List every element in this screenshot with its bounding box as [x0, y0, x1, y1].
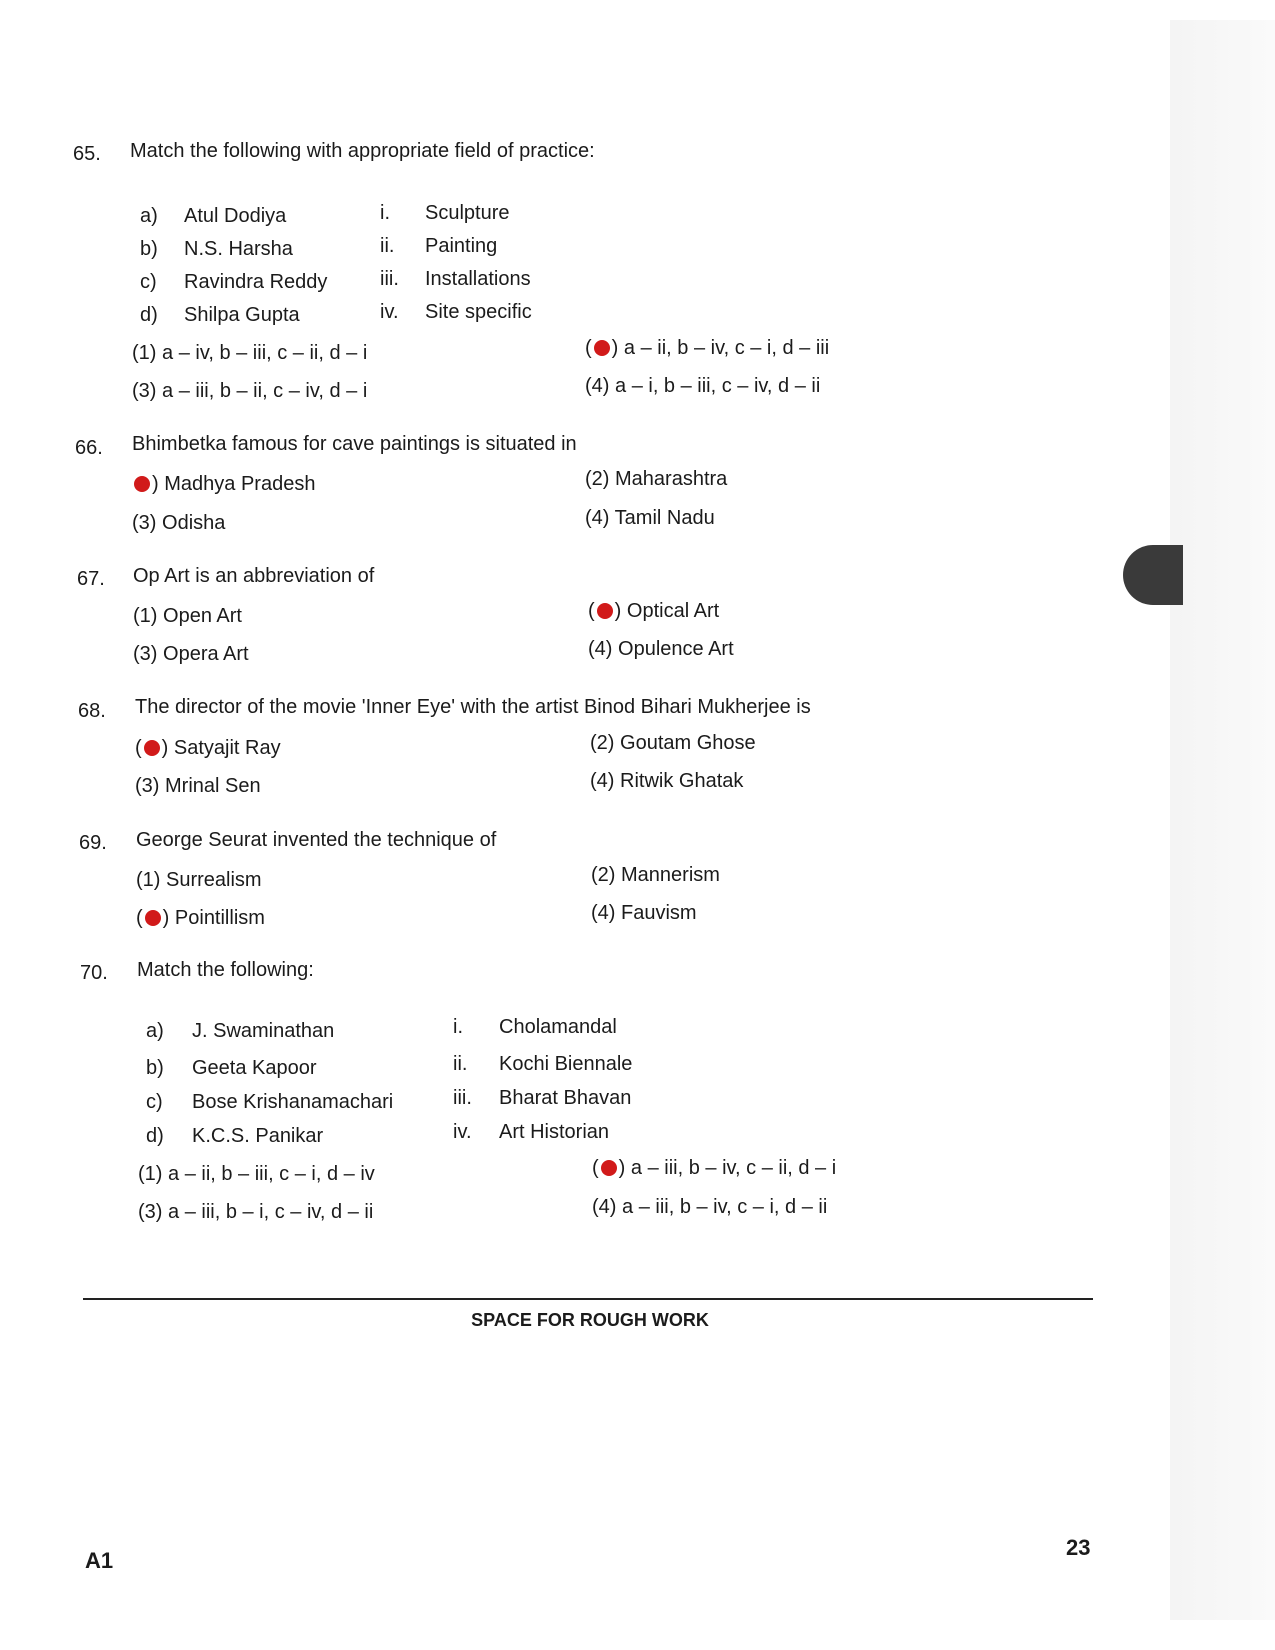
question-number: 65. [73, 143, 101, 165]
match-value: K.C.S. Panikar [192, 1125, 324, 1147]
option-number: (3) [133, 643, 158, 665]
set-code: A1 [85, 1548, 114, 1573]
match-value: Installations [425, 268, 531, 290]
match-value: Art Historian [499, 1121, 610, 1143]
option-text: Mrinal Sen [165, 775, 261, 797]
option-text: a – iii, b – iv, c – ii, d – i [630, 1157, 837, 1179]
marked-answer-icon [601, 1160, 617, 1176]
option-number: (4) [590, 770, 615, 792]
match-value: Kochi Biennale [499, 1053, 633, 1075]
option-number: (2) [591, 864, 616, 886]
divider-line [83, 1298, 1093, 1300]
marked-answer-icon [594, 340, 610, 356]
option-text: Madhya Pradesh [164, 473, 316, 495]
option-number: (3) [135, 775, 160, 797]
option-text: a – ii, b – iii, c – i, d – iv [168, 1163, 375, 1185]
section-tab-marker [1123, 545, 1183, 605]
page-edge-shadow [1170, 20, 1275, 1620]
question-text: George Seurat invented the technique of [136, 829, 497, 851]
option-4[interactable] [590, 770, 743, 793]
question-text: Op Art is an abbreviation of [133, 565, 375, 587]
option-3[interactable] [132, 380, 367, 403]
option-3[interactable] [138, 1201, 373, 1224]
option-number: (4) [585, 507, 610, 529]
match-value: Ravindra Reddy [184, 271, 328, 293]
match-key: ii. [380, 235, 395, 257]
match-key: b) [140, 238, 158, 260]
option-3[interactable] [132, 512, 225, 535]
match-key: i. [380, 202, 390, 224]
option-number: (1) [132, 342, 157, 364]
option-1-marked[interactable]: ) Madhya Pradesh [132, 473, 315, 496]
match-value: N.S. Harsha [184, 238, 293, 260]
option-4[interactable] [591, 902, 697, 925]
match-key: i. [453, 1016, 463, 1038]
match-key: c) [146, 1091, 163, 1113]
marked-answer-icon [145, 910, 161, 926]
match-key: a) [140, 205, 158, 227]
match-key: d) [146, 1125, 164, 1147]
option-text: Goutam Ghose [620, 732, 756, 754]
match-value: Painting [425, 235, 498, 257]
marked-answer-icon [134, 476, 150, 492]
match-value: Site specific [425, 301, 532, 323]
option-text: a – i, b – iii, c – iv, d – ii [615, 375, 821, 397]
option-text: Mannerism [621, 864, 720, 886]
option-text: Opera Art [163, 643, 249, 665]
match-key: a) [146, 1020, 164, 1042]
option-1[interactable] [138, 1163, 375, 1186]
match-key: d) [140, 304, 158, 326]
match-key: iv. [453, 1121, 472, 1143]
option-2[interactable] [585, 468, 727, 491]
match-key: iv. [380, 301, 399, 323]
match-value: Atul Dodiya [184, 205, 287, 227]
match-value: Sculpture [425, 202, 510, 224]
option-4[interactable] [585, 507, 715, 530]
option-1[interactable] [133, 605, 242, 628]
option-number: (2) [590, 732, 615, 754]
option-1[interactable] [132, 342, 367, 365]
option-2[interactable] [591, 864, 720, 887]
match-key: b) [146, 1057, 164, 1079]
option-text: a – iii, b – iv, c – i, d – ii [622, 1196, 828, 1218]
option-text: Surrealism [166, 869, 262, 891]
option-2-marked[interactable]: ( ) Optical Art [588, 600, 720, 622]
marked-answer-icon [144, 740, 160, 756]
option-text: a – iv, b – iii, c – ii, d – i [162, 342, 368, 364]
match-key: c) [140, 271, 157, 293]
match-key: iii. [453, 1087, 472, 1109]
rough-work-heading: SPACE FOR ROUGH WORK [471, 1310, 709, 1330]
match-value: Geeta Kapoor [192, 1057, 317, 1079]
match-value: Bharat Bhavan [499, 1087, 632, 1109]
option-number: (3) [138, 1201, 163, 1223]
option-text: a – iii, b – ii, c – iv, d – i [162, 380, 368, 402]
option-2-marked[interactable]: ( ) a – ii, b – iv, c – i, d – iii [585, 337, 830, 359]
option-text: Open Art [163, 605, 242, 627]
question-text: Match the following with appropriate field of practice: [130, 140, 595, 162]
match-value: Bose Krishanamachari [192, 1091, 394, 1113]
option-number: (3) [132, 512, 157, 534]
option-1-marked[interactable]: ( ) Satyajit Ray [135, 737, 281, 759]
question-number: 68. [78, 700, 106, 722]
option-text: Tamil Nadu [614, 507, 715, 529]
option-2-marked[interactable]: ( ) a – iii, b – iv, c – ii, d – i [592, 1157, 837, 1179]
option-2[interactable] [590, 732, 756, 755]
option-3[interactable] [133, 643, 249, 666]
option-text: Optical Art [626, 600, 720, 622]
option-3-marked[interactable]: ( ) Pointillism [136, 907, 265, 929]
question-text: The director of the movie 'Inner Eye' with the artist Binod Bihari Mukherjee is [135, 696, 811, 718]
option-number: (3) [132, 380, 157, 402]
option-4[interactable] [588, 638, 734, 661]
option-number: (4) [588, 638, 613, 660]
option-text: Opulence Art [618, 638, 734, 660]
option-1[interactable] [136, 869, 262, 892]
question-number: 69. [79, 832, 107, 854]
option-number: (1) [138, 1163, 163, 1185]
question-number: 70. [80, 962, 108, 984]
option-4[interactable] [592, 1196, 827, 1219]
option-text: Odisha [162, 512, 226, 534]
option-number: (1) [133, 605, 158, 627]
option-text: Satyajit Ray [173, 737, 281, 759]
question-number: 67. [77, 568, 105, 590]
page-number: 23 [1066, 1535, 1091, 1560]
marked-answer-icon [597, 603, 613, 619]
match-key: iii. [380, 268, 399, 290]
option-number: (4) [592, 1196, 617, 1218]
option-text: Fauvism [621, 902, 697, 924]
question-text: Match the following: [137, 959, 314, 981]
option-4[interactable] [585, 375, 820, 398]
option-number: (4) [585, 375, 610, 397]
option-text: a – ii, b – iv, c – i, d – iii [623, 337, 830, 359]
option-text: Maharashtra [615, 468, 728, 490]
option-number: (2) [585, 468, 610, 490]
match-value: Cholamandal [499, 1016, 617, 1038]
option-text: Ritwik Ghatak [620, 770, 744, 792]
match-key: ii. [453, 1053, 468, 1075]
option-number: (1) [136, 869, 161, 891]
question-text: Bhimbetka famous for cave paintings is situated in [132, 433, 577, 455]
match-value: J. Swaminathan [192, 1020, 335, 1042]
option-text: Pointillism [174, 907, 265, 929]
match-value: Shilpa Gupta [184, 304, 300, 326]
option-number: (4) [591, 902, 616, 924]
option-3[interactable] [135, 775, 261, 798]
option-text: a – iii, b – i, c – iv, d – ii [168, 1201, 374, 1223]
question-number: 66. [75, 437, 103, 459]
